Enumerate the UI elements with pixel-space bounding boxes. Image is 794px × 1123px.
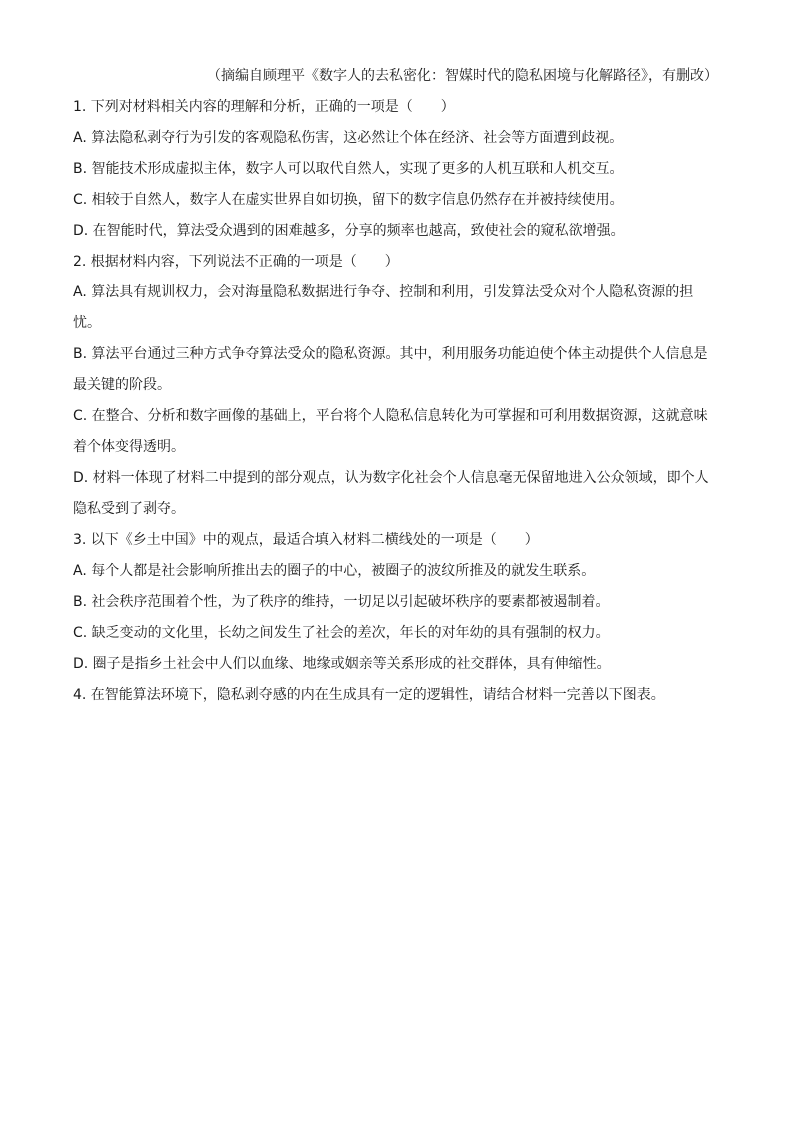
option-line: C. 在整合、分析和数字画像的基础上，平台将个人隐私信息转化为可掌握和可利用数据资源，这就意味 <box>73 408 708 424</box>
question-1-option-c: C. 相较于自然人，数字人在虚实世界自如切换，留下的数字信息仍然存在并被持续使用。 <box>73 192 624 208</box>
question-3-option-d: D. 圈子是指乡土社会中人们以血缘、地缘或姻亲等关系形成的社交群体，具有伸缩性。 <box>73 656 611 672</box>
option-line: D. 材料一体现了材料二中提到的部分观点，认为数字化社会个人信息毫无保留地进入公众领域，即个人 <box>73 470 709 486</box>
option-line: B. 算法平台通过三种方式争夺算法受众的隐私资源。其中，利用服务功能迫使个体主动提供个人信息是 <box>73 346 708 362</box>
question-3-option-b: B. 社会秩序范围着个性，为了秩序的维持，一切足以引起破坏秩序的要素都被遏制着。 <box>73 594 610 610</box>
question-3-stem: 3. 以下《乡土中国》中的观点，最适合填入材料二横线处的一项是（ ） <box>73 532 539 548</box>
question-list <box>73 97 723 716</box>
option-line: 忧。 <box>73 315 101 331</box>
question-2-stem: 2. 根据材料内容，下列说法不正确的一项是（ ） <box>73 254 399 270</box>
option-line: A. 算法具有规训权力，会对海量隐私数据进行争夺、控制和利用，引发算法受众对个人隐私资源的担 <box>73 284 694 300</box>
question-4-stem: 4. 在智能算法环境下，隐私剥夺感的内在生成具有一定的逻辑性，请结合材料一完善以下图表。 <box>73 687 665 703</box>
question-1-option-b: B. 智能技术形成虚拟主体，数字人可以取代自然人，实现了更多的人机互联和人机交互。 <box>73 161 624 177</box>
question-1-option-d: D. 在智能时代，算法受众遇到的困难越多，分享的频率也越高，致使社会的窥私欲增强。 <box>73 223 625 239</box>
question-2-option-a <box>73 277 723 339</box>
question-3-option-c: C. 缺乏变动的文化里，长幼之间发生了社会的差次，年长的对年幼的具有强制的权力。 <box>73 625 610 641</box>
source-citation: （摘编自顾理平《数字人的去私密化：智媒时代的隐私困境与化解路径》，有删改） <box>207 68 718 84</box>
question-1-option-a: A. 算法隐私剥夺行为引发的客观隐私伤害，这必然让个体在经济、社会等方面遭到歧视。 <box>73 130 624 146</box>
option-line: 隐私受到了剥夺。 <box>73 501 185 517</box>
option-line: 最关键的阶段。 <box>73 377 171 393</box>
question-2-option-c <box>73 401 723 463</box>
option-line: 着个体变得透明。 <box>73 439 185 455</box>
question-3-option-a: A. 每个人都是社会影响所推出去的圈子的中心，被圈子的波纹所推及的就发生联系。 <box>73 563 596 579</box>
question-2-option-b <box>73 339 723 401</box>
question-2-option-d <box>73 463 723 525</box>
question-1-stem: 1. 下列对材料相关内容的理解和分析，正确的一项是（ ） <box>73 99 455 115</box>
